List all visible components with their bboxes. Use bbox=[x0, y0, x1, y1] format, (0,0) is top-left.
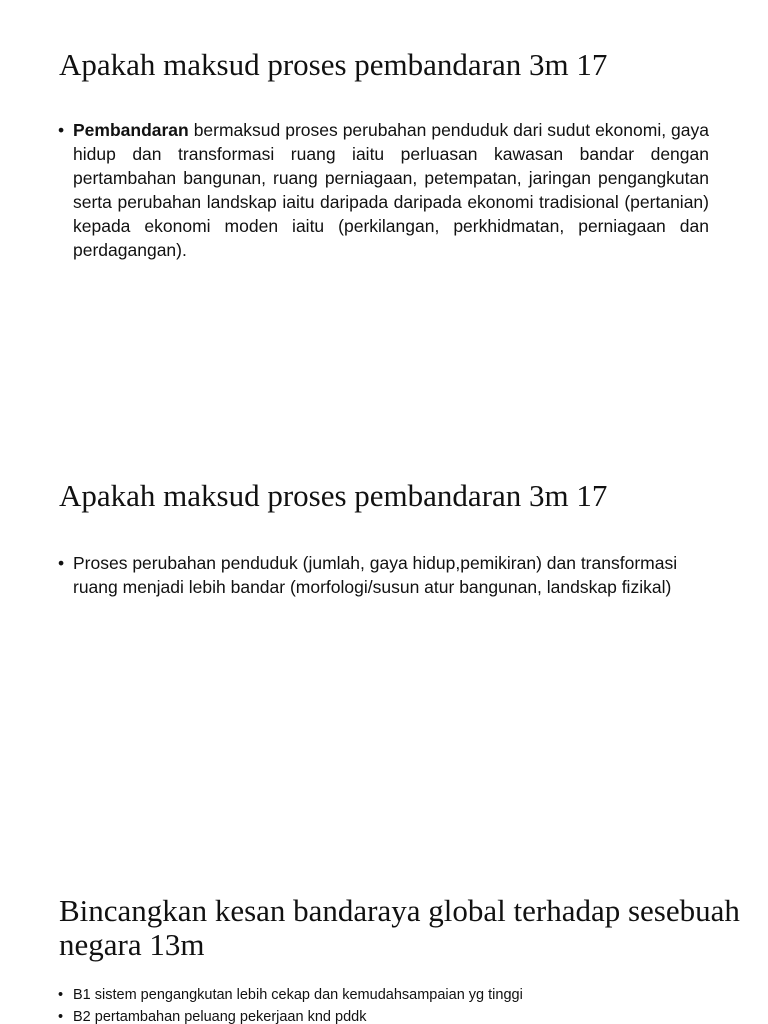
slide-3-title: Bincangkan kesan bandaraya global terhadap sesebuah negara 13m bbox=[59, 893, 740, 962]
slide-3-bullet-list bbox=[58, 984, 718, 1024]
pembandaran-definition: bermaksud proses perubahan penduduk dari sudut ekonomi, gaya hidup dan transformasi ruang iaitu perluasan kawasan bandar dengan pertambahan bangunan, ruang perniagaan, petempatan, jaringan pengangkutan serta perubahan landskap iaitu daripada daripada ekonomi tradisional (pertanian) kepada ekonomi moden iaitu (perkilangan, perkhidmatan, perniagaan dan perdagangan). bbox=[73, 120, 709, 260]
pembandaran-term: Pembandaran bbox=[73, 120, 189, 140]
slide-2-bullet-1-text: Proses perubahan penduduk (jumlah, gaya hidup,pemikiran) dan transformasi ruang menjadi lebih bandar (morfologi/susun atur bangunan, landskap fizikal) bbox=[73, 553, 678, 597]
slide-2-title: Apakah maksud proses pembandaran 3m 17 bbox=[59, 478, 608, 513]
bullet-icon: • bbox=[58, 553, 65, 573]
slide-1-bullet-1 bbox=[58, 118, 709, 262]
bullet-icon: • bbox=[58, 120, 65, 140]
slide-1 bbox=[0, 0, 768, 455]
slide-1-bullet-list bbox=[58, 118, 709, 262]
slide-1-title: Apakah maksud proses pembandaran 3m 17 bbox=[59, 47, 608, 82]
slide-2-bullet-1 bbox=[58, 551, 698, 599]
slide-3-bullet-1 bbox=[58, 984, 718, 1006]
slide-2 bbox=[0, 455, 768, 880]
slide-3-bullet-1-text: B1 sistem pengangkutan lebih cekap dan kemudahsampaian yg tinggi bbox=[73, 987, 523, 1003]
slide-3-bullet-2 bbox=[58, 1006, 718, 1024]
slide-3-bullet-2-text: B2 pertambahan peluang pekerjaan knd pddk bbox=[73, 1009, 367, 1024]
slide-2-bullet-list bbox=[58, 551, 698, 599]
bullet-icon: • bbox=[58, 1009, 64, 1024]
bullet-icon: • bbox=[58, 987, 64, 1003]
slide-3 bbox=[0, 880, 768, 1024]
slide-1-bullet-1-text bbox=[73, 118, 709, 262]
